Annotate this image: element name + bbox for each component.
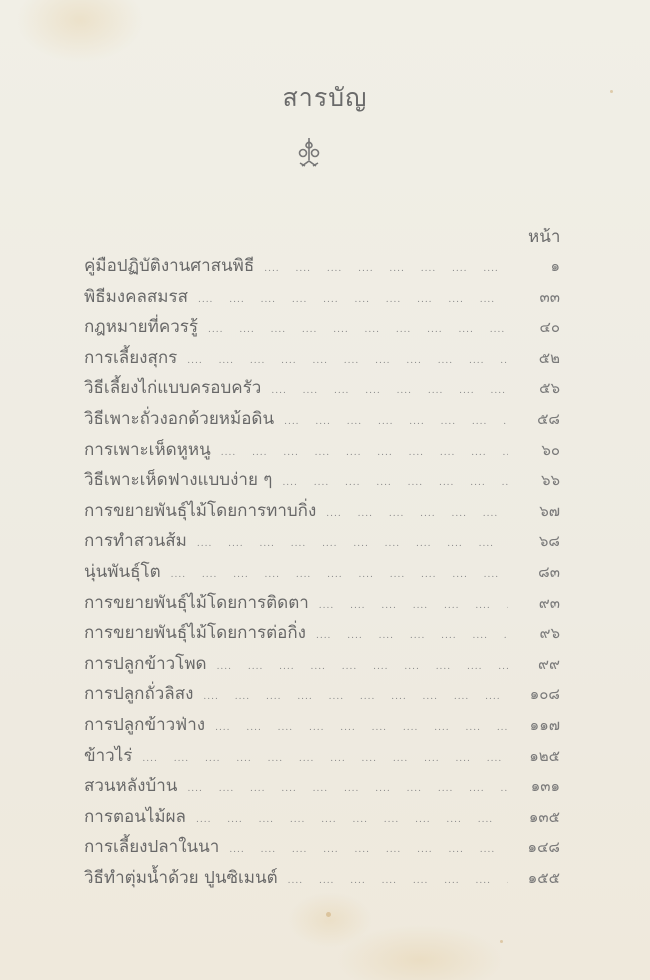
toc-entry <box>84 711 560 742</box>
toc-entry-title: การเลี้ยงสุกร <box>84 347 178 368</box>
dot-leader <box>326 509 508 519</box>
toc-entry-page: ๙๓ <box>538 593 560 612</box>
toc-entry-page: ๑๓๑ <box>530 777 560 796</box>
dot-leader <box>215 723 508 733</box>
toc-entry <box>84 772 560 803</box>
dot-leader <box>271 386 508 396</box>
toc-entry <box>84 589 560 620</box>
dot-leader <box>198 295 508 305</box>
toc-entry-page: ๕๘ <box>537 409 560 428</box>
toc-entry-title: การขยายพันธุ์ไม้โดยการทาบกิ่ง <box>84 500 317 521</box>
foxing-spot <box>326 912 331 917</box>
toc-entry <box>84 650 560 681</box>
toc-entry <box>84 619 560 650</box>
toc-entry <box>84 803 560 834</box>
page-column-header: หน้า <box>528 227 561 247</box>
toc-entry <box>84 680 560 711</box>
toc-entry <box>84 252 560 283</box>
toc-entry-title: การขยายพันธุ์ไม้โดยการต่อกิ่ง <box>84 623 306 644</box>
toc-entry-page: ๓๓ <box>539 287 560 306</box>
foxing-spot <box>500 940 503 943</box>
toc-entry-page: ๔๐ <box>539 318 560 337</box>
dot-leader <box>217 662 508 672</box>
toc-entry-title: กฎหมายที่ควรรู้ <box>84 317 199 338</box>
dot-leader <box>187 784 508 794</box>
dot-leader <box>196 815 508 825</box>
foxing-spot <box>610 90 613 93</box>
toc-entry-page: ๑๒๕ <box>529 746 560 765</box>
toc-entry-page: ๑ <box>550 257 560 275</box>
toc-entry-page: ๖๐ <box>541 440 560 459</box>
dot-leader <box>229 845 508 855</box>
toc-entry-title: วิธีทำตุ่มน้ำด้วย ปูนซิเมนต์ <box>84 867 278 888</box>
toc-entry <box>84 283 560 314</box>
toc-entry <box>84 374 560 405</box>
toc-entry <box>84 833 560 864</box>
dot-leader <box>203 692 508 702</box>
dot-leader <box>208 325 508 335</box>
toc-entry-title: วิธีเลี้ยงไก่แบบครอบครัว <box>84 378 262 399</box>
toc-entry-title: วิธีเพาะเห็ดฟางแบบง่าย ๆ <box>84 470 273 491</box>
dot-leader <box>142 754 508 764</box>
table-of-contents <box>84 252 560 894</box>
dot-leader <box>187 356 508 366</box>
toc-entry-page: ๘๓ <box>538 562 560 581</box>
toc-entry-title: การตอนไม้ผล <box>84 806 186 827</box>
toc-entry-title: การปลูกข้าวโพด <box>84 653 207 674</box>
toc-entry-title: คู่มือปฏิบัติงานศาสนพิธี <box>84 256 255 276</box>
toc-entry-title: การปลูกถั่วลิสง <box>84 684 194 705</box>
toc-entry-title: การทำสวนส้ม <box>84 531 187 552</box>
toc-entry <box>84 497 560 528</box>
toc-entry-page: ๑๔๘ <box>527 838 560 857</box>
toc-entry-page: ๖๖ <box>540 471 560 490</box>
toc-entry-title: การเพาะเห็ดหูหนู <box>84 439 211 460</box>
toc-entry <box>84 436 560 467</box>
toc-entry-title: พิธีมงคลสมรส <box>84 286 188 307</box>
toc-entry-page: ๑๕๕ <box>527 868 560 887</box>
toc-entry-title: นุ่นพันธุ์โต <box>84 561 161 582</box>
toc-entry-page: ๑๓๕ <box>528 807 560 826</box>
dot-leader <box>264 264 508 274</box>
toc-entry-page: ๙๖ <box>539 624 560 643</box>
toc-entry-title: การขยายพันธุ์ไม้โดยการติดตา <box>84 592 309 613</box>
dot-leader <box>282 478 508 488</box>
toc-entry-title: การปลูกข้าวฟ่าง <box>84 714 206 735</box>
toc-entry <box>84 466 560 497</box>
dot-leader <box>171 570 508 580</box>
toc-entry-title: สวนหลังบ้าน <box>84 776 178 797</box>
toc-entry-title: การเลี้ยงปลาในนา <box>84 837 220 858</box>
toc-entry <box>84 405 560 436</box>
toc-entry <box>84 527 560 558</box>
toc-entry-page: ๙๙ <box>538 654 560 673</box>
toc-entry-page: ๕๒ <box>538 348 560 367</box>
toc-entry-page: ๑๐๘ <box>529 685 560 704</box>
toc-entry-page: ๖๘ <box>538 532 560 551</box>
toc-entry <box>84 313 560 344</box>
toc-entry <box>84 558 560 589</box>
toc-entry-title: วิธีเพาะถั่วงอกด้วยหม้อดิน <box>84 408 275 429</box>
dot-leader <box>221 448 508 458</box>
dot-leader <box>284 417 508 427</box>
toc-entry-title: ข้าวไร่ <box>84 745 133 766</box>
dot-leader <box>316 631 508 641</box>
toc-entry-page: ๖๗ <box>539 501 560 520</box>
dot-leader <box>197 539 508 549</box>
page-title: สารบัญ <box>282 83 368 112</box>
fleuron-icon <box>296 136 322 170</box>
dot-leader <box>319 601 508 611</box>
toc-entry-page: ๑๑๗ <box>529 715 560 734</box>
toc-entry <box>84 344 560 375</box>
toc-entry-page: ๕๖ <box>539 379 560 398</box>
toc-entry <box>84 864 560 895</box>
toc-entry <box>84 742 560 773</box>
dot-leader <box>288 876 508 886</box>
